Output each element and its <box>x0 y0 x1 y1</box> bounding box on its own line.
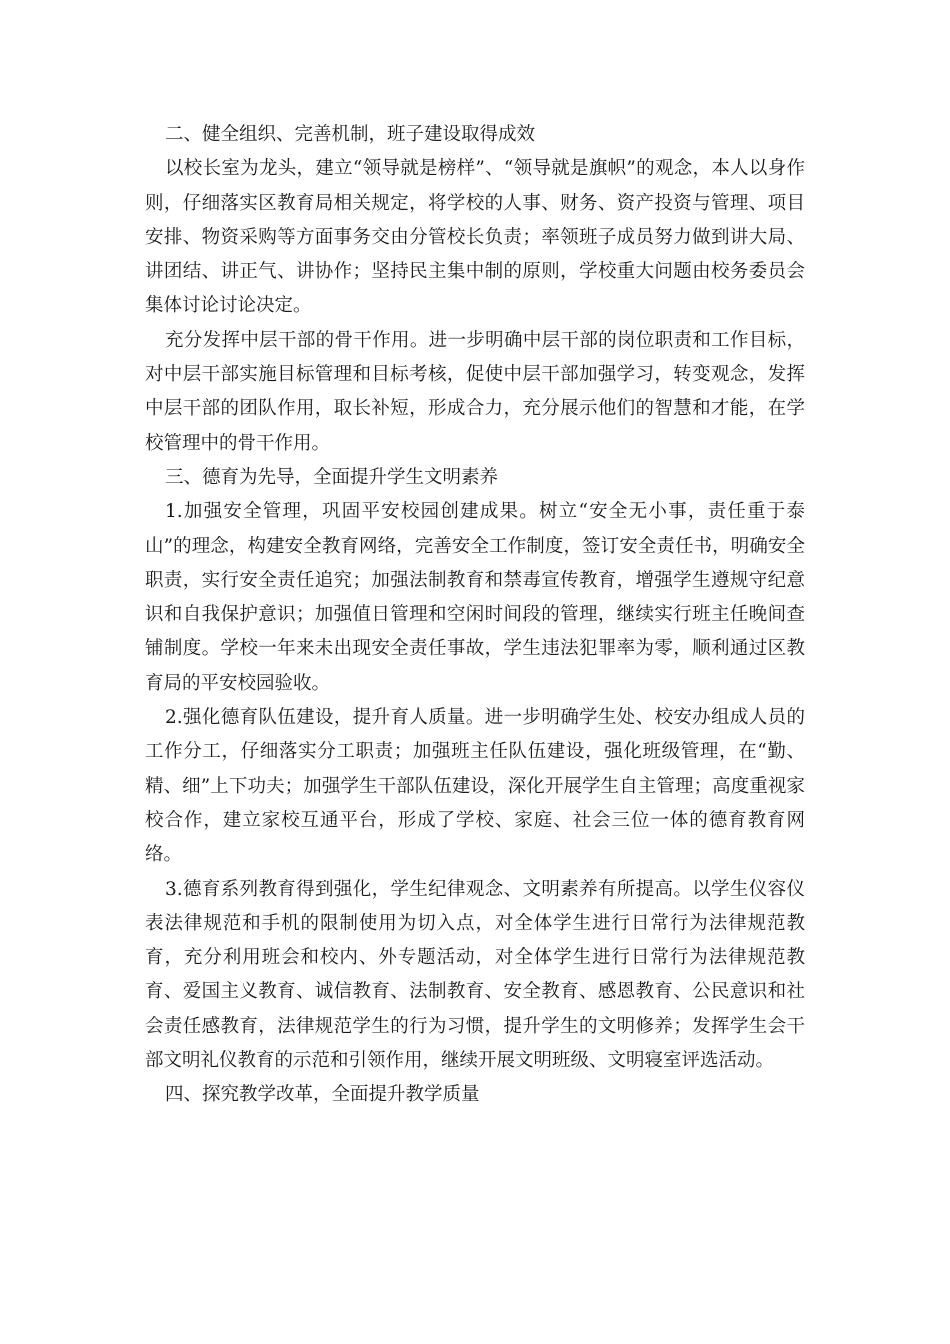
section-heading-4: 四、探究教学改革，全面提升教学质量 <box>165 1084 480 1106</box>
paragraph-leadership: 以校长室为龙头，建立“领导就是榜样”、“领导就是旗帜”的观念，本人以身作则，仔细落实区教育局相关规定，将学校的人事、财务、资产投资与管理、项目安排、物资采购等方面事务交由分管校长负责；率领班子成员努力做到讲大局、讲团结、讲正气、讲协作；坚持民主集中制的原则，学校重大问题由校务委员会集体讨论讨论决定。 <box>145 158 805 317</box>
paragraph-moral-education: 3.德育系列教育得到强化，学生纪律观念、文明素养有所提高。以学生仪容仪表法律规范和手机的限制使用为切入点，对全体学生进行日常行为法律规范教育，充分利用班会和校内、外专题活动，对全体学生进行日常行为法律规范教育、爱国主义教育、诚信教育、法制教育、安全教育、感恩教育、公民意识和社会责任感教育，法律规范学生的行为习惯，提升学生的文明修养；发挥学生会干部文明礼仪教育的示范和引领作用，继续开展文明班级、文明寝室评选活动。 <box>145 878 805 1072</box>
document-body <box>145 118 805 1113</box>
paragraph-safety-management: 1.加强安全管理，巩固平安校园创建成果。树立“安全无小事，责任重于泰山”的理念，构建安全教育网络，完善安全工作制度，签订安全责任书，明确安全职责，实行安全责任追究；加强法制教育和禁毒宣传教育，增强学生遵规守纪意识和自我保护意识；加强值日管理和空闲时间段的管理，继续实行班主任晚间查铺制度。学校一年来未出现安全责任事故，学生违法犯罪率为零，顺利通过区教育局的平安校园验收。 <box>145 501 805 694</box>
paragraph-moral-team: 2.强化德育队伍建设，提升育人质量。进一步明确学生处、校安办组成人员的工作分工，仔细落实分工职责；加强班主任队伍建设，强化班级管理，在“勤、精、细”上下功夫；加强学生干部队伍建设，深化开展学生自主管理；高度重视家校合作，建立家校互通平台，形成了学校、家庭、社会三位一体的德育教育网络。 <box>145 707 805 866</box>
paragraph-middle-cadres: 充分发挥中层干部的骨干作用。进一步明确中层干部的岗位职责和工作目标，对中层干部实施目标管理和目标考核，促使中层干部加强学习，转变观念，发挥中层干部的团队作用，取长补短，形成合力，充分展示他们的智慧和才能，在学校管理中的骨干作用。 <box>145 329 805 454</box>
section-heading-2: 二、健全组织、完善机制，班子建设取得成效 <box>165 124 536 145</box>
section-heading-3: 三、德育为先导，全面提升学生文明素养 <box>165 466 499 488</box>
